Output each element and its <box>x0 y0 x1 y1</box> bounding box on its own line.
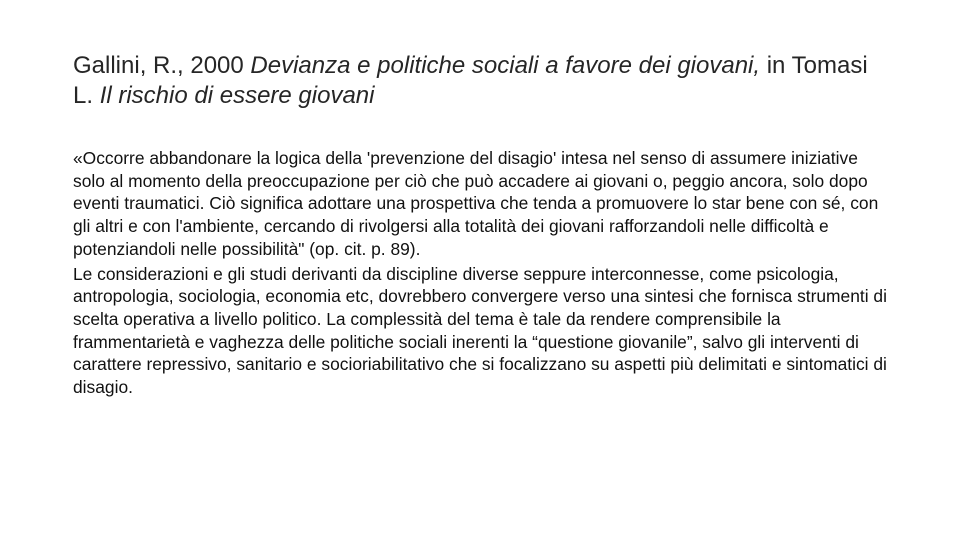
title-connector: in Tomasi L. <box>73 52 868 109</box>
title-author: Gallini, R., 2000 <box>73 52 251 79</box>
title-book: Il rischio di essere giovani <box>99 82 375 109</box>
quote-paragraph: «Occorre abbandonare la logica della 'prevenzione del disagio' intesa nel senso di assumere iniziative solo al momento della preoccupazione per ciò che può accadere ai giovani o, peggio ancora, solo dopo eventi traumatici. Ciò significa adottare una prospettiva che tenda a promuovere lo star bene con sé, con gli altri e con l'ambiente, cercando di rivolgersi alla totalità dei giovani rafforzandoli nelle difficoltà e potenziandoli nelle possibilità" (op. cit. p. 89). <box>73 148 879 259</box>
body-paragraph: Le considerazioni e gli studi derivanti da discipline diverse seppure interconnesse, come psicologia, antropologia, sociologia, economia etc, dovrebbero convergere verso una sintesi che fornisca strumenti di scelta operativa a livello politico. La complessità del tema è tale da rendere comprensibile la frammentarietà e vaghezza delle politiche sociali inerenti la “questione giovanile”, salvo gli interventi di carattere repressivo, sanitario e socioriabilitativo che si focalizzano su aspetti più delimitati e sintomatici di disagio. <box>73 263 887 398</box>
slide-body <box>73 147 893 401</box>
slide-title <box>73 51 893 111</box>
title-work: Devianza e politiche sociali a favore dei giovani, <box>250 52 761 79</box>
